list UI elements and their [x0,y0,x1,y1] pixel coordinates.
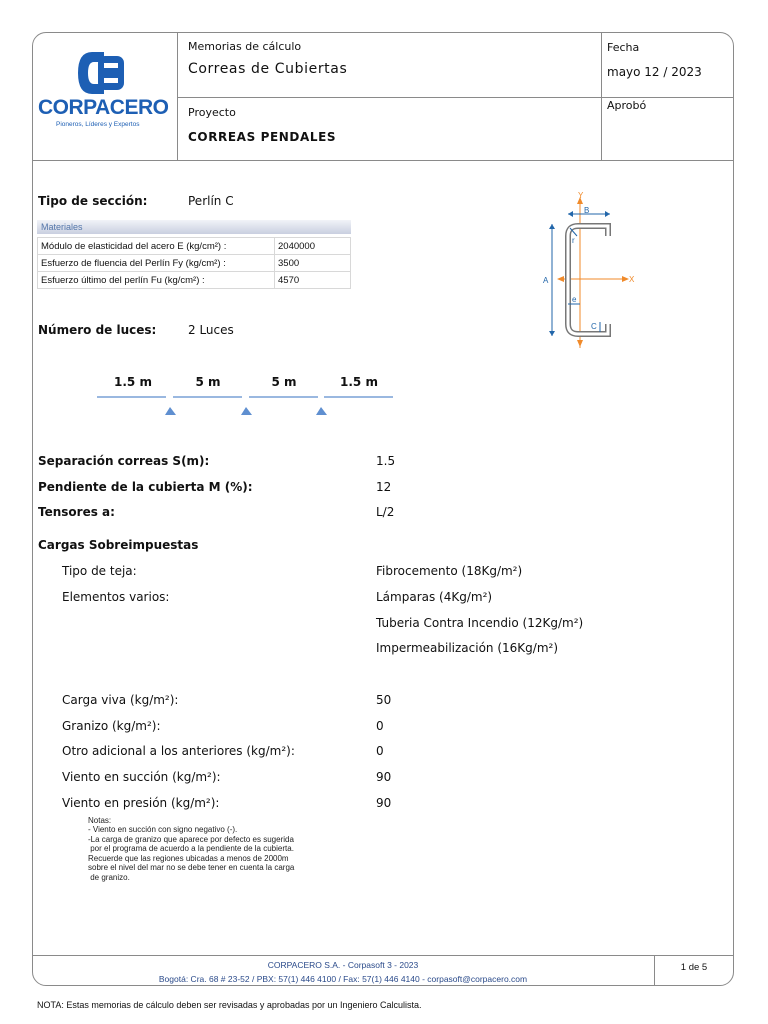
logo-tagline: Pioneros, Líderes y Expertos [56,121,140,128]
c-dim-label: C [591,322,597,331]
support-icon [165,407,176,415]
approved-label: Aprobó [607,99,647,112]
load-value: 0 [376,744,384,758]
load-value: 90 [376,796,392,810]
param-value: L/2 [376,505,395,519]
param-label: Tensores a: [38,505,115,519]
param-label: Pendiente de la cubierta M (%): [38,480,253,494]
r-label: r [572,236,575,245]
span-length-3: 5 m [271,375,297,389]
e-dim-label: e [572,295,577,304]
materials-header: Materiales [37,220,351,234]
c-section-diagram [530,190,650,350]
load-label: Viento en presión (kg/m²): [62,796,220,810]
material-label: Módulo de elasticidad del acero E (kg/cm²) : [38,238,275,255]
spans-label: Número de luces: [38,323,157,337]
header-bottom-rule [32,160,734,161]
misc-value: Lámparas (4Kg/m²) [376,590,493,604]
misc-value: Impermeabilización (16Kg/m²) [376,641,559,655]
note-line: sobre el nivel del mar no se debe tener en cuenta la carga [88,863,295,872]
notes-title: Notas: [88,816,112,825]
material-value: 3500 [275,255,351,272]
material-label: Esfuerzo de fluencia del Perlín Fy (kg/cm²) : [38,255,275,272]
footer-rule [32,955,734,956]
a-dim-label: A [543,276,549,285]
y-axis-label: Y [578,191,584,200]
date-value: mayo 12 / 2023 [607,65,702,79]
span-length-4: 1.5 m [340,375,378,389]
page-number: 1 de 5 [680,962,708,973]
table-row [38,272,351,289]
materials-table [37,237,351,289]
span-length-1: 1.5 m [114,375,152,389]
x-axis-label: X [629,275,635,284]
corpacero-logo [72,50,132,100]
header-middle-rule [177,97,734,98]
memo-label: Memorias de cálculo [188,40,302,53]
section-type-label: Tipo de sección: [38,194,148,208]
misc-label: Elementos varios: [62,590,170,604]
note-line: de granizo. [88,873,130,882]
b-dim-label: B [584,206,590,215]
note-line: Recuerde que las regiones ubicadas a menos de 2000m [88,854,289,863]
load-label: Granizo (kg/m²): [62,719,161,733]
tile-value: Fibrocemento (18Kg/m²) [376,564,523,578]
bottom-note: NOTA: Estas memorias de cálculo deben ser revisadas y aprobadas por un Ingeniero Calculista. [37,1000,422,1010]
note-line: - Viento en succión con signo negativo (-). [88,825,238,834]
param-value: 1.5 [376,454,396,468]
footer-contact: Bogotá: Cra. 68 # 23-52 / PBX: 57(1) 446 4100 / Fax: 57(1) 446 4140 - corpasoft@corpacero.com [158,974,528,984]
load-value: 50 [376,693,392,707]
tile-label: Tipo de teja: [62,564,137,578]
spans-value: 2 Luces [188,323,234,337]
load-label: Carga viva (kg/m²): [62,693,179,707]
project-label: Proyecto [188,106,236,119]
logo-mark-icon [72,50,132,96]
logo-name: CORPACERO [38,96,169,119]
material-value: 2040000 [275,238,351,255]
material-label: Esfuerzo último del perlín Fu (kg/cm²) : [38,272,275,289]
support-icon [316,407,327,415]
note-line: -La carga de granizo que aparece por defecto es sugerida [88,835,294,844]
date-label: Fecha [607,41,640,54]
param-label: Separación correas S(m): [38,454,210,468]
load-label: Otro adicional a los anteriores (kg/m²): [62,744,295,758]
span-diagram [95,392,395,418]
span-length-2: 5 m [195,375,221,389]
memo-title: Correas de Cubiertas [188,61,348,77]
section-type-value: Perlín C [188,194,234,208]
footer-company: CORPACERO S.A. - Corpasoft 3 - 2023 [267,960,419,970]
support-icon [241,407,252,415]
table-row [38,238,351,255]
load-value: 0 [376,719,384,733]
load-value: 90 [376,770,392,784]
param-value: 12 [376,480,392,494]
misc-value: Tuberia Contra Incendio (12Kg/m²) [376,616,584,630]
project-name: CORREAS PENDALES [188,130,337,144]
material-value: 4570 [275,272,351,289]
load-label: Viento en succión (kg/m²): [62,770,221,784]
table-row [38,255,351,272]
note-line: por el programa de acuerdo a la pendiente de la cubierta. [88,844,294,853]
loads-title: Cargas Sobreimpuestas [38,538,199,552]
